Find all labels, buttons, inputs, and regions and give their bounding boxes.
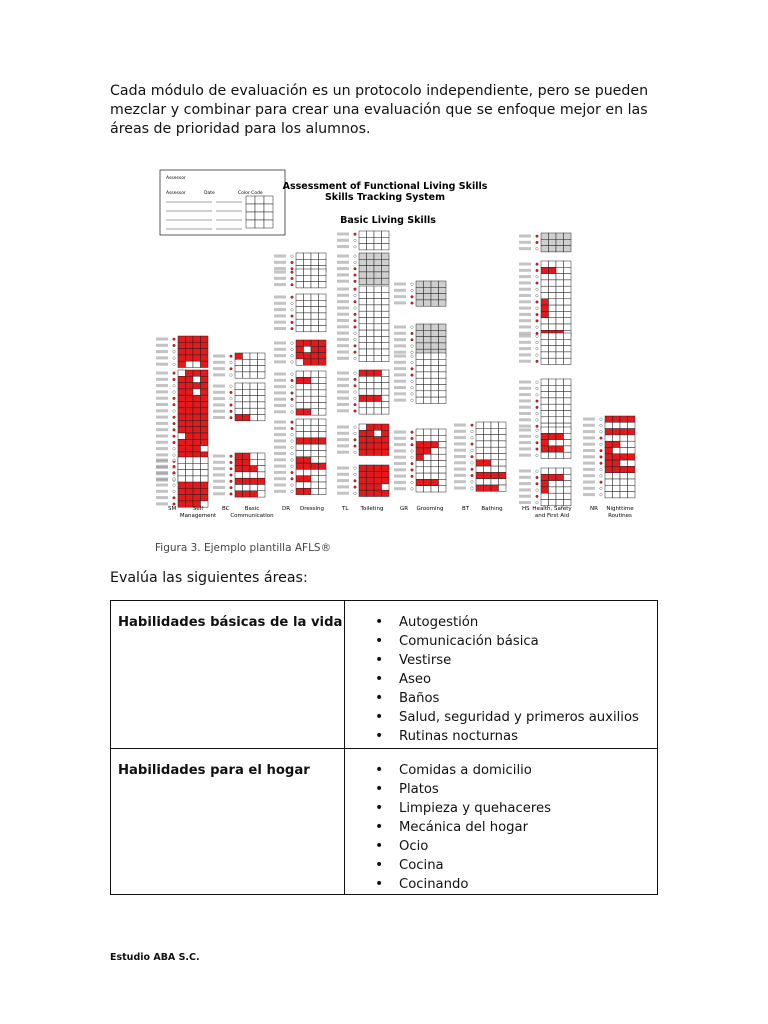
list-item: • Rutinas nocturnas: [399, 727, 657, 746]
module-code: SM: [168, 506, 177, 512]
afls-tracking-chart: [150, 165, 634, 525]
item-list: [345, 761, 657, 894]
module-label: Bathing: [481, 506, 503, 512]
items-cell: [345, 749, 658, 895]
list-item: • Salud, seguridad y primeros auxilios: [399, 708, 657, 727]
table-row: [111, 749, 658, 895]
list-item: • Ocio: [399, 837, 657, 856]
intro-paragraph: Cada módulo de evaluación es un protocolo independiente, pero se pueden mezclar y combinar para crear una evaluación que se enfoque mejor en las áreas de prioridad para los alumnos.: [110, 83, 649, 137]
list-item: • Baños: [399, 689, 657, 708]
list-item: • Cocina: [399, 856, 657, 875]
category-cell: Habilidades para el hogar: [111, 749, 345, 895]
list-item: • Mecánica del hogar: [399, 818, 657, 837]
list-item: • Vestirse: [399, 651, 657, 670]
module-label: Grooming: [416, 506, 444, 512]
figure-subtitle: Basic Living Skills: [340, 215, 436, 226]
figure-title-line1: Assessment of Functional Living Skills: [282, 181, 488, 192]
module-label: Health, Safety: [532, 506, 572, 512]
figure-title-line2: Skills Tracking System: [324, 192, 446, 203]
module-code: DR: [282, 506, 291, 512]
key-col-date: Date: [204, 191, 215, 196]
list-item: • Platos: [399, 780, 657, 799]
module-code: HS: [522, 506, 530, 512]
module-label-line2: Management: [179, 513, 217, 519]
module-code: NR: [590, 506, 598, 512]
module-label: Toileting: [360, 506, 384, 512]
key-box: [160, 170, 285, 235]
skills-table: [110, 600, 658, 895]
module-label: Basic: [244, 506, 260, 512]
module-code: BC: [222, 506, 230, 512]
module-code: GR: [400, 506, 409, 512]
module-label: Nighttime: [606, 506, 634, 512]
list-item: • Comidas a domicilio: [399, 761, 657, 780]
section-subhead: Evalúa las siguientes áreas:: [110, 570, 308, 586]
list-item: • Limpieza y quehaceres: [399, 799, 657, 818]
table-row: [111, 601, 658, 749]
module-code: BT: [462, 506, 470, 512]
module-label-line2: and First Aid: [534, 513, 570, 519]
figure-caption: Figura 3. Ejemplo plantilla AFLS®: [155, 542, 332, 554]
module-label: Dressing: [300, 506, 324, 512]
items-cell: [345, 601, 658, 749]
key-col-color: Color Code: [238, 191, 263, 196]
list-item: • Autogestión: [399, 613, 657, 632]
module-grids: [156, 231, 635, 507]
afls-template-figure: [150, 165, 634, 525]
key-col-assessor: Assessor: [166, 191, 186, 196]
module-label-line2: Communication: [230, 513, 274, 519]
item-list: [345, 613, 657, 746]
module-label: Self: [192, 506, 204, 512]
module-labels: [168, 506, 634, 519]
module-label-line2: Routines: [608, 513, 632, 519]
key-box-line1: Assessor: [166, 176, 186, 181]
footer-company: Estudio ABA S.C.: [110, 952, 200, 963]
category-cell: Habilidades básicas de la vida: [111, 601, 345, 749]
module-code: TL: [342, 506, 349, 512]
list-item: • Cocinando: [399, 875, 657, 894]
list-item: • Aseo: [399, 670, 657, 689]
list-item: • Comunicación básica: [399, 632, 657, 651]
